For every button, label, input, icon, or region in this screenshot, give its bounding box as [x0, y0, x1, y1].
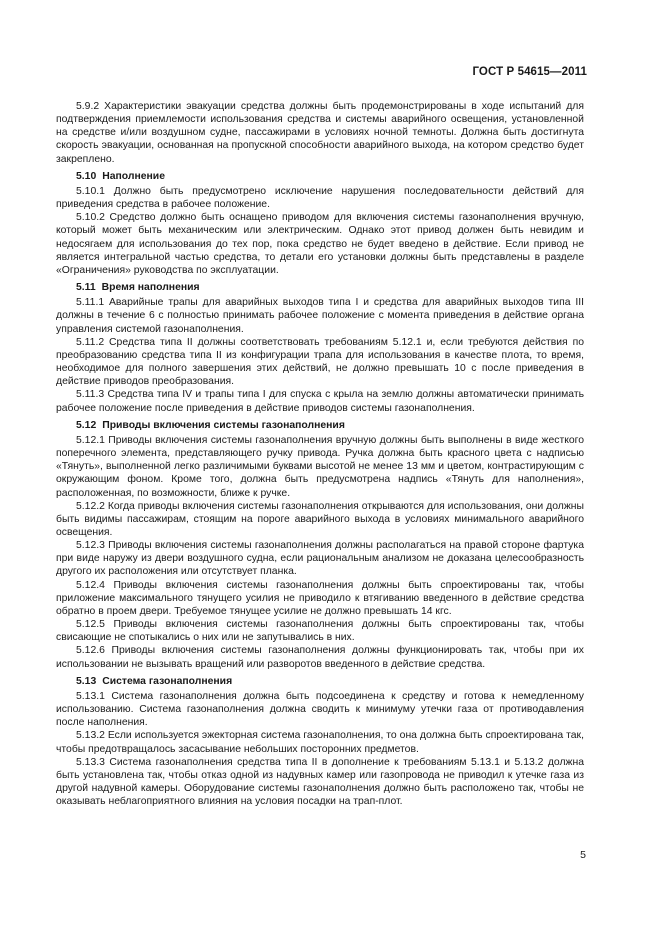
paragraph-5-9-2: 5.9.2 Характеристики эвакуации средства должны быть продемонстрированы в ходе испытаний для подтверждения приемлемости использования средства и системы аварийного освещения, установленной на средстве и/или воздушном судне, пассажирами в условиях ночной темноты. Должна быть достигнута скорость эвакуации, основанная на пропускной способности аварийного выхода, на котором средство будет закреплено.: [56, 101, 584, 165]
section-number: 5.12: [76, 419, 97, 431]
section-title: Наполнение: [102, 170, 165, 182]
document-body: [56, 100, 584, 808]
section-number: 5.10: [76, 170, 97, 182]
paragraph-5-12-5: 5.12.5 Приводы включения системы газонаполнения должны быть спроектированы так, чтобы свисающие не спотыкались о них или не запутывались в них.: [56, 619, 584, 644]
paragraph-5-13-1: 5.13.1 Система газонаполнения должна быть подсоединена к средству и готова к немедленному использованию. Система газонаполнения должна сводить к минимуму утечки газа от противодавления после наполнения.: [56, 690, 584, 729]
section-heading-5-13: [56, 675, 584, 688]
section-title: Приводы включения системы газонаполнения: [102, 419, 345, 431]
paragraph-5-12-1: 5.12.1 Приводы включения системы газонаполнения вручную должны быть выполнены в виде жесткого поперечного элемента, представляющего ручку привода. Ручка должна быть красного цвета с надписью «Тянуть», выполненной легко различимыми буквами высотой не менее 13 мм и цветом, контрастирующим с окружающим фоном. Кроме того, должна быть предусмотрена надпись «Тянуть для наполнения», расположенная, по возможности, ближе к ручке.: [56, 434, 584, 499]
section-title: Система газонаполнения: [102, 675, 233, 687]
paragraph-5-12-4: 5.12.4 Приводы включения системы газонаполнения должны быть спроектированы так, чтобы приложение максимального тянущего усилия не приводило к втягиванию введенного в действие средства обратно в проем двери. Требуемое тянущее усилие не должно превышать 14 кгс.: [56, 579, 584, 617]
paragraph-5-11-1: 5.11.1 Аварийные трапы для аварийных выходов типа I и средства для аварийных выходов типа III должны в течение 6 с полностью принимать рабочее положение с момента приведения в действие органа управления системой газонаполнения.: [56, 297, 584, 335]
paragraph-5-11-3: 5.11.3 Средства типа IV и трапы типа I для спуска с крыла на землю должны автоматически принимать рабочее положение после приведения в действие приводов системы газонаполнения.: [56, 389, 584, 414]
paragraph-5-13-3: 5.13.3 Система газонаполнения средства типа II в дополнение к требованиям 5.13.1 и 5.13.2 должна быть установлена так, чтобы отказ одной из надувных камер или газопровода не приводил к утечке газа из другой надувной камеры. Оборудование системы газонаполнения должно быть расположено так, чтобы не оказывать неблагоприятного влияния на условия посадки на трап-плот.: [56, 756, 584, 808]
paragraph-5-13-2: 5.13.2 Если используется эжекторная система газонаполнения, то она должна быть спроектирована так, чтобы предотвращалось засасывание небольших посторонних предметов.: [56, 730, 584, 755]
document-header: ГОСТ Р 54615—2011: [472, 66, 587, 78]
paragraph-5-10-1: 5.10.1 Должно быть предусмотрено исключение нарушения последовательности действий для приведения средства в рабочее положение.: [56, 185, 584, 211]
section-heading-5-11: [56, 281, 584, 294]
section-heading-5-12: [56, 419, 584, 432]
paragraph-5-12-6: 5.12.6 Приводы включения системы газонаполнения должны функционировать так, чтобы при их использовании не вызывать вращений или разворотов введенного в действие средства.: [56, 645, 584, 670]
section-title: Время наполнения: [101, 282, 200, 294]
paragraph-5-12-2: 5.12.2 Когда приводы включения системы газонаполнения открываются для использования, они должны быть видимы пассажирам, стоящим на пороге аварийного выхода в условиях минимального аварийного освещения.: [56, 500, 584, 538]
section-number: 5.11: [76, 282, 96, 294]
paragraph-5-11-2: 5.11.2 Средства типа II должны соответствовать требованиям 5.12.1 и, если требуются действия по преобразованию средства типа II из конфигурации трапа для использования в качестве плота, то время, необходимое для полного завершения этих действий, не должно превышать 10 с после приведения в действие приводов преобразования.: [56, 336, 584, 388]
paragraph-5-10-2: 5.10.2 Средство должно быть оснащено приводом для включения системы газонаполнения вручную, который может быть механическим или электрическим. Однако этот привод должен быть невидим и недосягаем для использования до тех пор, пока средство не будет введено в действие. Если привод не является интегральной частью средства, то детали его установки должны быть представлены в разделе «Ограничения» руководства по эксплуатации.: [56, 212, 584, 276]
page-number: 5: [580, 849, 586, 861]
paragraph-5-12-3: 5.12.3 Приводы включения системы газонаполнения должны располагаться на правой стороне фартука при виде наружу из двери воздушного судна, если рациональным анализом не доказана целесообразность другого их расположения или отсутствует планка.: [56, 540, 584, 578]
section-heading-5-10: [56, 170, 584, 183]
section-number: 5.13: [76, 675, 97, 687]
